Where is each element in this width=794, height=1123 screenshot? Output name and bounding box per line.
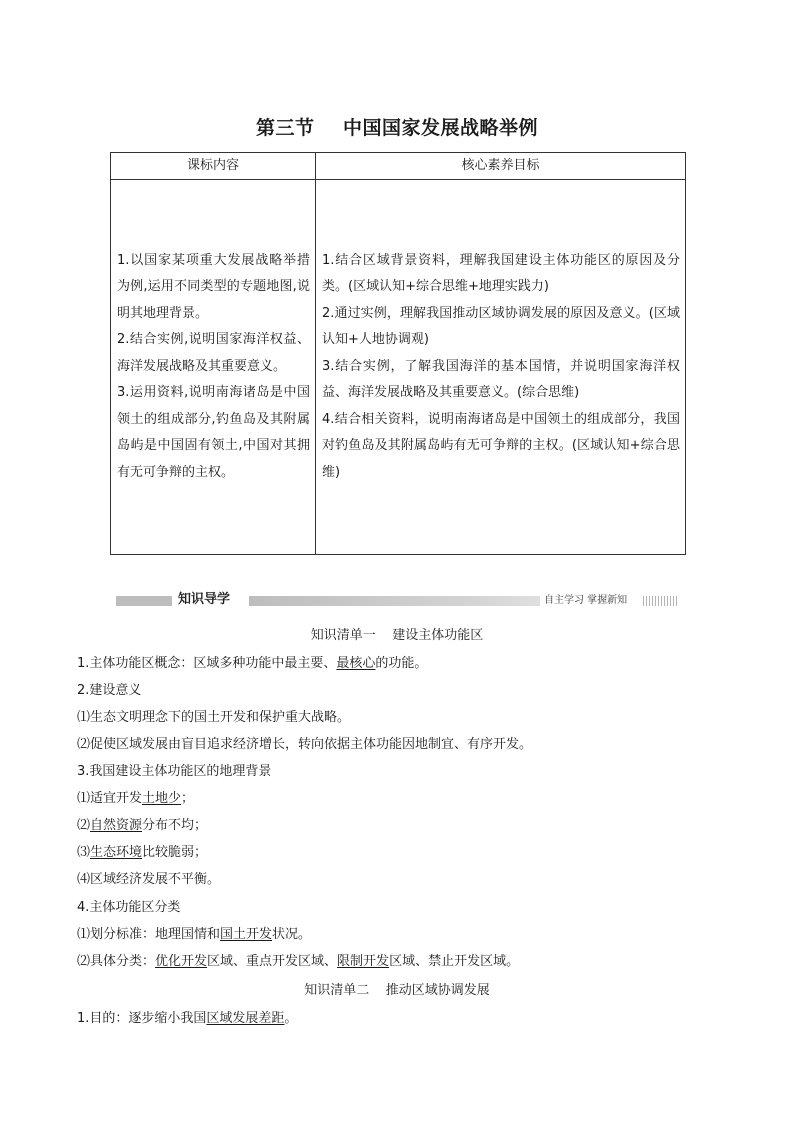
list-item [77,953,519,971]
text-segment: 的功能。 [375,656,428,671]
banner-subtitle: 自主学习 掌握新知 [540,593,631,609]
fill-blank: 优化开发 [155,954,208,969]
table-header-core-literacy: 核心素养目标 [316,153,686,180]
text-segment: ⑴适宜开发 [77,791,143,806]
text-segment: ⑴划分标准：地理国情和 [77,927,221,942]
page-title: 第三节 中国国家发展战略举例 [256,117,538,139]
text-segment: ； [181,791,195,806]
list-item: 3.我国建设主体功能区的地理背景 [77,764,272,779]
list-item: ⑵促使区域发展由盲目追求经济增长，转向依据主体功能因地制宜、有序开发。 [77,737,533,752]
list-item [77,817,207,835]
list-item [77,844,207,862]
fill-blank: 区域发展差距 [206,1011,285,1026]
literacy-item: 2.通过实例，理解我国推动区域协调发展的原因及意义。(区域认知+人地协调观) [322,305,680,348]
text-segment: 状况。 [272,927,312,942]
list-item: ⑴生态文明理念下的国土开发和保护重大战略。 [77,710,351,725]
table-header-curriculum: 课标内容 [111,153,316,180]
fill-blank: 国土开发 [220,927,273,942]
text-segment: ⑵具体分类： [77,954,156,969]
text-segment: 比较脆弱； [142,845,208,860]
text-segment: ⑶ [77,845,91,860]
fill-blank: 限制开发 [337,954,390,969]
curriculum-goals-table [110,152,686,555]
list-item: 2.建设意义 [77,683,142,698]
text-segment: 分布不均； [142,818,208,833]
list-item [77,655,427,673]
curriculum-content-cell [111,180,316,555]
fill-blank: 自然资源 [90,818,143,833]
text-segment: 区域、重点开发区域、 [207,954,338,969]
banner-left-bar [116,596,172,606]
section1-heading: 知识清单一 建设主体功能区 [310,628,484,643]
curriculum-item: 1.以国家某项重大发展战略举措为例,运用不同类型的专题地图,说明其地理背景。 [117,252,310,321]
list-item: ⑷区域经济发展不平衡。 [77,872,221,887]
list-item [77,1010,297,1028]
literacy-item: 1.结合区域背景资料，理解我国建设主体功能区的原因及分类。(区域认知+综合思维+地理实践力) [322,252,680,295]
curriculum-item: 3.运用资料,说明南海诸岛是中国领土的组成部分,钓鱼岛及其附属岛屿是中国固有领土,中国对其拥有无可争辩的主权。 [117,385,310,480]
core-literacy-cell [316,180,686,555]
text-segment: 1.主体功能区概念：区域多种功能中最主要、 [77,656,337,671]
list-item: 4.主体功能区分类 [77,900,181,915]
banner-title: 知识导学 [178,592,231,607]
literacy-item: 3.结合实例，了解我国海洋的基本国情，并说明国家海洋权益、海洋发展战略及其重要意义。(综合思维) [322,358,680,401]
section2-heading: 知识清单二 推动区域协调发展 [304,983,490,998]
section-banner [116,593,678,609]
fill-blank: 最核心 [336,656,376,671]
banner-stripes [643,596,678,606]
fill-blank: 土地少 [142,791,182,806]
curriculum-item: 2.结合实例,说明国家海洋权益、海洋发展战略及其重要意义。 [117,332,310,374]
text-segment: 。 [284,1011,298,1026]
fill-blank: 生态环境 [90,845,143,860]
text-segment: 1.目的：逐步缩小我国 [77,1011,207,1026]
list-item [77,926,311,944]
text-segment: ⑵ [77,818,91,833]
literacy-item: 4.结合相关资料，说明南海诸岛是中国领土的组成部分，我国对钓鱼岛及其附属岛屿有无可争辩的主权。(区域认知+综合思维) [322,411,680,480]
list-item [77,790,194,808]
text-segment: 区域、禁止开发区域。 [389,954,520,969]
